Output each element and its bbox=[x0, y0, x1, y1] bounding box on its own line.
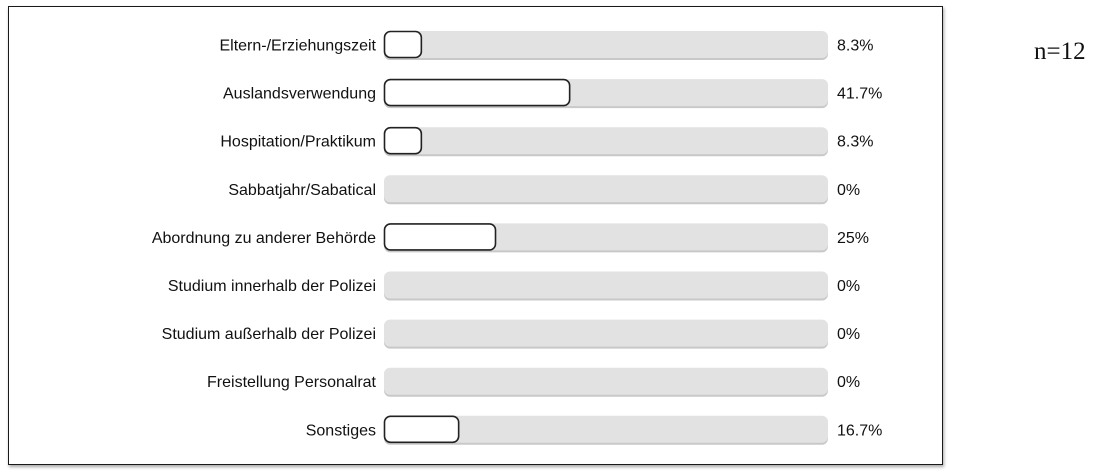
bar-chart bbox=[9, 7, 944, 466]
sample-size-label: n=12 bbox=[1034, 38, 1086, 65]
chart-frame bbox=[8, 6, 943, 465]
category-label: Studium außerhalb der Polizei bbox=[161, 326, 376, 344]
category-label: Auslandsverwendung bbox=[223, 85, 376, 103]
bar-track bbox=[384, 127, 828, 154]
value-label: 25% bbox=[837, 229, 870, 247]
bar-value bbox=[385, 224, 496, 250]
bar-value bbox=[385, 128, 422, 154]
value-label: 0% bbox=[837, 278, 861, 295]
bar-track bbox=[384, 31, 828, 58]
bar-row-sonstiges bbox=[306, 416, 883, 445]
bar-row-eltern-erziehungszeit bbox=[219, 31, 873, 60]
value-label: 0% bbox=[837, 326, 861, 344]
value-label: 41.7% bbox=[837, 85, 883, 103]
bar-track bbox=[384, 175, 828, 202]
value-label: 16.7% bbox=[837, 422, 883, 440]
value-label: 0% bbox=[837, 374, 861, 392]
value-label: 8.3% bbox=[837, 37, 874, 55]
category-label: Eltern-/Erziehungszeit bbox=[219, 37, 376, 55]
bar-row-hospitation-praktikum bbox=[220, 127, 873, 156]
bar-track bbox=[384, 368, 828, 395]
category-label: Abordnung zu anderer Behörde bbox=[151, 229, 376, 247]
bar-row-freistellung-personalrat bbox=[207, 368, 860, 397]
bar-track bbox=[384, 320, 828, 347]
category-label: Freistellung Personalrat bbox=[207, 374, 376, 392]
bar-row-abordnung-zu-anderer-behoerde bbox=[152, 223, 869, 252]
category-label: Sabbatjahr/Sabatical bbox=[228, 181, 376, 199]
bar-row-studium-ausserhalb-der-polizei bbox=[162, 320, 860, 349]
category-label: Hospitation/Praktikum bbox=[220, 133, 376, 151]
category-label: Sonstiges bbox=[305, 422, 376, 440]
bar-value bbox=[385, 32, 422, 58]
bar-track bbox=[384, 272, 828, 299]
bar-row-studium-innerhalb-der-polizei bbox=[168, 272, 860, 301]
bar-row-auslandsverwendung bbox=[223, 79, 882, 108]
bar-row-sabbatjahr-sabatical bbox=[228, 175, 860, 204]
bar-value bbox=[385, 80, 570, 106]
category-label: Studium innerhalb der Polizei bbox=[167, 278, 376, 295]
value-label: 0% bbox=[837, 181, 861, 199]
value-label: 8.3% bbox=[837, 133, 874, 151]
bar-value bbox=[385, 416, 459, 442]
